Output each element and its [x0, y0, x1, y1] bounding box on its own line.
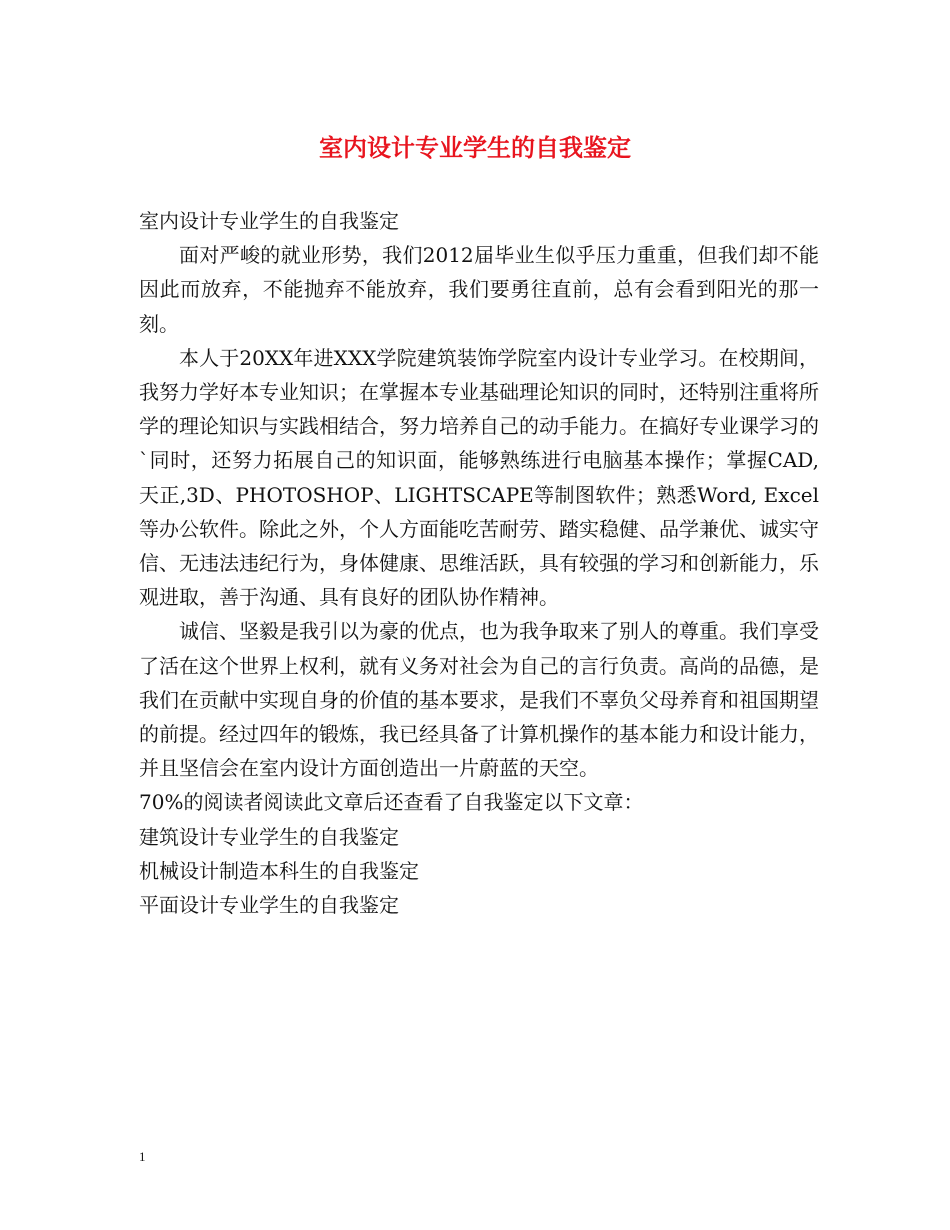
page-number: 1 — [139, 1149, 146, 1164]
related-article-link[interactable]: 机械设计制造本科生的自我鉴定 — [139, 858, 419, 883]
document-body — [139, 204, 819, 922]
related-article-link[interactable]: 平面设计专业学生的自我鉴定 — [139, 893, 399, 918]
document-title: 室内设计专业学生的自我鉴定 — [319, 134, 631, 162]
paragraph-3: 诚信、坚毅是我引以为豪的优点，也为我争取来了别人的尊重。我们享受了活在这个世界上权利，就有义务对社会为自己的言行负责。高尚的品德，是我们在贡献中实现自身的价值的基本要求，是我们不辜负父母养育和祖国期望的前提。经过四年的锻炼，我已经具备了计算机操作的基本能力和设计能力，并且坚信会在室内设计方面创造出一片蔚蓝的天空。 — [139, 619, 819, 781]
paragraph-2: 本人于20XX年进XXX学院建筑装饰学院室内设计专业学习。在校期间，我努力学好本专业知识；在掌握本专业基础理论知识的同时，还特别注重将所学的理论知识与实践相结合，努力培养自己的动手能力。在搞好专业课学习的`同时，还努力拓展自己的知识面，能够熟练进行电脑基本操作；掌握CAD, 天正,3D、PHOTOSHOP、LIGHTSCAPE等制图软件；熟悉Word, Excel 等办公软件。除此之外，个人方面能吃苦耐劳、踏实稳健、品学兼优、诚实守信、无违法违纪行为，身体健康、思维活跃，具有较强的学习和创新能力，乐观进取，善于沟通、具有良好的团队协作精神。 — [139, 345, 819, 610]
related-intro: 70%的阅读者阅读此文章后还查看了自我鉴定以下文章： — [139, 790, 644, 815]
related-article-link[interactable]: 建筑设计专业学生的自我鉴定 — [139, 824, 399, 849]
paragraph-1: 面对严峻的就业形势，我们2012届毕业生似乎压力重重，但我们却不能因此而放弃，不能抛弃不能放弃，我们要勇往直前，总有会看到阳光的那一刻。 — [139, 243, 819, 336]
document-heading: 室内设计专业学生的自我鉴定 — [139, 209, 399, 233]
